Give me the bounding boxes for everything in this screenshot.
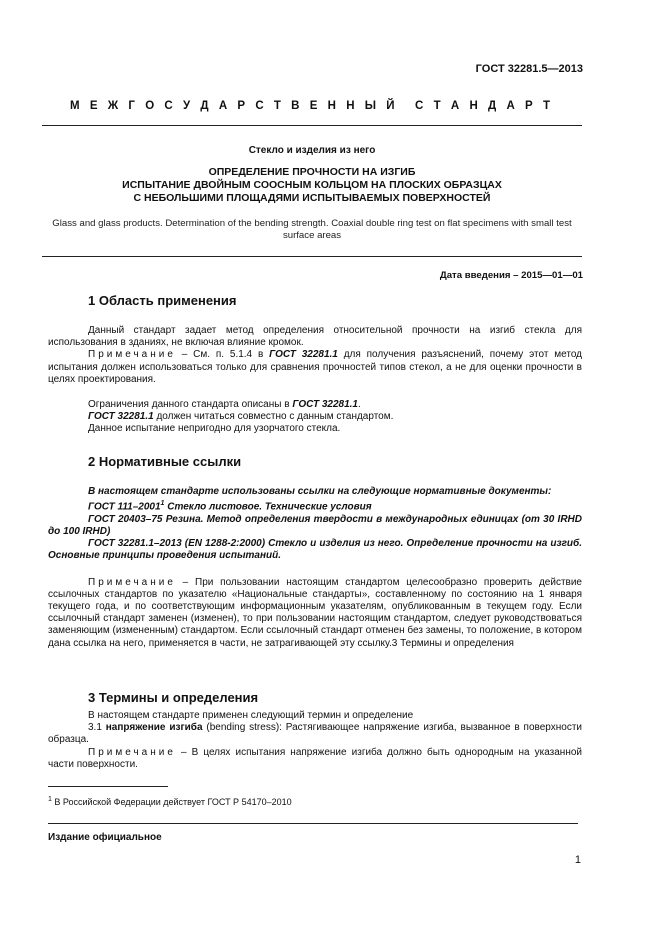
introduction-date: Дата введения – 2015—01—01: [439, 270, 583, 281]
gost-reference: ГОСТ 32281.1: [292, 399, 358, 411]
org-letter: Т: [542, 100, 550, 112]
note-label: Примечание: [88, 746, 176, 758]
document-title: [42, 166, 582, 205]
section-1-heading: 1 Область применения: [88, 293, 237, 308]
reference-title: Стекло листовое. Технические условия: [164, 501, 372, 513]
org-letter: С: [255, 100, 264, 112]
note-text: – См. п. 5.1.4 в: [175, 349, 270, 361]
footnote-divider: [48, 786, 168, 787]
scope-note: [48, 349, 582, 386]
term-name: напряжение изгиба: [105, 722, 203, 734]
org-letter: Р: [237, 100, 246, 112]
org-letter: А: [506, 100, 515, 112]
org-letter: Д: [488, 100, 497, 112]
title-line: ОПРЕДЕЛЕНИЕ ПРОЧНОСТИ НА ИЗГИБ: [208, 166, 416, 178]
footnote-marker: 1: [48, 796, 52, 803]
org-letter: У: [182, 100, 191, 112]
references-note: [48, 577, 582, 650]
interstate-standard-heading: [70, 100, 550, 112]
org-letter: Ы: [364, 100, 377, 112]
term-text: (bending stress): Растягивающее напряжение изгиба, вызванное в поверхности образца.: [48, 722, 582, 746]
reference-item: ГОСТ 32281.1–2013 (EN 1288-2:2000) Стекло и изделия из него. Определение прочности на изгиб. Основные принципы проведения испытаний.: [48, 538, 582, 562]
org-letter: А: [218, 100, 228, 112]
footnote-text: В Российской Федерации действует ГОСТ Р 54170–2010: [51, 797, 292, 807]
title-line: С НЕБОЛЬШИМИ ПЛОЩАДЯМИ ИСПЫТЫВАЕМЫХ ПОВЕРХНОСТЕЙ: [133, 192, 491, 204]
org-letter: С: [164, 100, 173, 112]
english-title: Glass and glass products. Determination of the bending strength. Coaxial double ring test on flat specimens with small test surface areas: [52, 218, 572, 241]
official-edition-label: Издание официальное: [48, 832, 162, 843]
subject-line: Стекло и изделия из него: [248, 145, 376, 156]
terms-note: [48, 747, 582, 771]
title-line: ИСПЫТАНИЕ ДВОЙНЫМ СООСНЫМ КОЛЬЦОМ НА ПЛОСКИХ ОБРАЗЦАХ: [122, 179, 502, 191]
reference-item: [48, 498, 582, 514]
top-divider: [42, 125, 582, 126]
text: должен читаться совместно с данным стандартом.: [153, 411, 394, 423]
footnote: [48, 796, 292, 807]
org-letter: Е: [309, 100, 318, 112]
note-text: – При пользовании настоящим стандартом целесообразно проверить действие ссылочных стандартов по указателю «Национальные стандарты», составленному по состоянию на 1 января текущего года, и по соответствующим информационным указателям, опубликованным в текущем году. Если ссылочный стандарт заменен (изменен), то при пользовании настоящим стандартом, следует руководствоваться заменяющим (измененным) стандартом. Если ссылочный стандарт отменен без замены, то положение, в котором дана ссылка на него, применяется в части, не затрагивающей эту ссылку.3 Термины и определения: [48, 576, 582, 649]
org-letter: О: [145, 100, 155, 112]
text: Ограничения данного стандарта описаны в: [88, 399, 293, 411]
gost-reference: ГОСТ 32281.1: [88, 411, 154, 423]
page-number: 1: [574, 854, 581, 866]
term-number: 3.1: [88, 722, 106, 734]
note-text: для получения разъяснений, почему этот метод испытания должен использоваться только для сравнения прочностей типов стекол, а не для оценки прочности в целях проектирования.: [48, 349, 583, 385]
section-3-body: [48, 710, 582, 771]
org-letter: Н: [346, 100, 355, 112]
section-3-heading: 3 Термины и определения: [88, 690, 259, 705]
term-definition: [48, 722, 582, 746]
org-letter: Д: [200, 100, 209, 112]
section-2-heading: 2 Нормативные ссылки: [88, 454, 242, 469]
note-label: Примечание: [88, 349, 176, 361]
org-letter: Р: [525, 100, 533, 112]
org-letter: Й: [386, 100, 395, 112]
section-2-body: [48, 486, 582, 650]
footnote-marker: 1: [160, 500, 165, 508]
org-letter: Н: [469, 100, 478, 112]
reference-code: ГОСТ 111–2001: [88, 501, 161, 513]
org-letter: С: [415, 100, 424, 112]
terms-intro: В настоящем стандарте применен следующий термин и определение: [88, 710, 414, 721]
org-letter: М: [70, 100, 80, 112]
patterned-glass-paragraph: Данное испытание непригодно для узорчатого стекла.: [88, 423, 341, 435]
reference-item: ГОСТ 20403–75 Резина. Метод определения твердости в международных единицах (от 30 IRHD до 100 IRHD): [48, 513, 582, 537]
org-letter: Е: [89, 100, 98, 112]
text: .: [357, 399, 361, 411]
scope-paragraph: Данный стандарт задает метод определения относительной прочности на изгиб стекла для использования в зданиях, не включая влияние кромок.: [48, 325, 582, 349]
org-letter: В: [291, 100, 300, 112]
note-label: Примечание: [88, 576, 176, 588]
org-letter: Г: [128, 100, 135, 112]
document-number: ГОСТ 32281.5—2013: [475, 63, 583, 75]
org-letter: Т: [433, 100, 441, 112]
org-letter: Н: [327, 100, 336, 112]
read-together-paragraph: [48, 411, 582, 423]
bottom-divider: [48, 823, 578, 824]
gost-reference: ГОСТ 32281.1: [269, 349, 338, 361]
note-text: – В целях испытания напряжение изгиба должно быть однородным на указанной части поверхности.: [48, 746, 582, 770]
section-1-body: [48, 325, 582, 436]
org-letter: Ж: [107, 100, 119, 112]
title-divider: [42, 256, 582, 257]
limitations-paragraph: [48, 399, 582, 411]
org-letter: А: [450, 100, 460, 112]
references-intro: В настоящем стандарте использованы ссылки на следующие нормативные документы:: [88, 486, 552, 497]
org-letter: Т: [273, 100, 281, 112]
